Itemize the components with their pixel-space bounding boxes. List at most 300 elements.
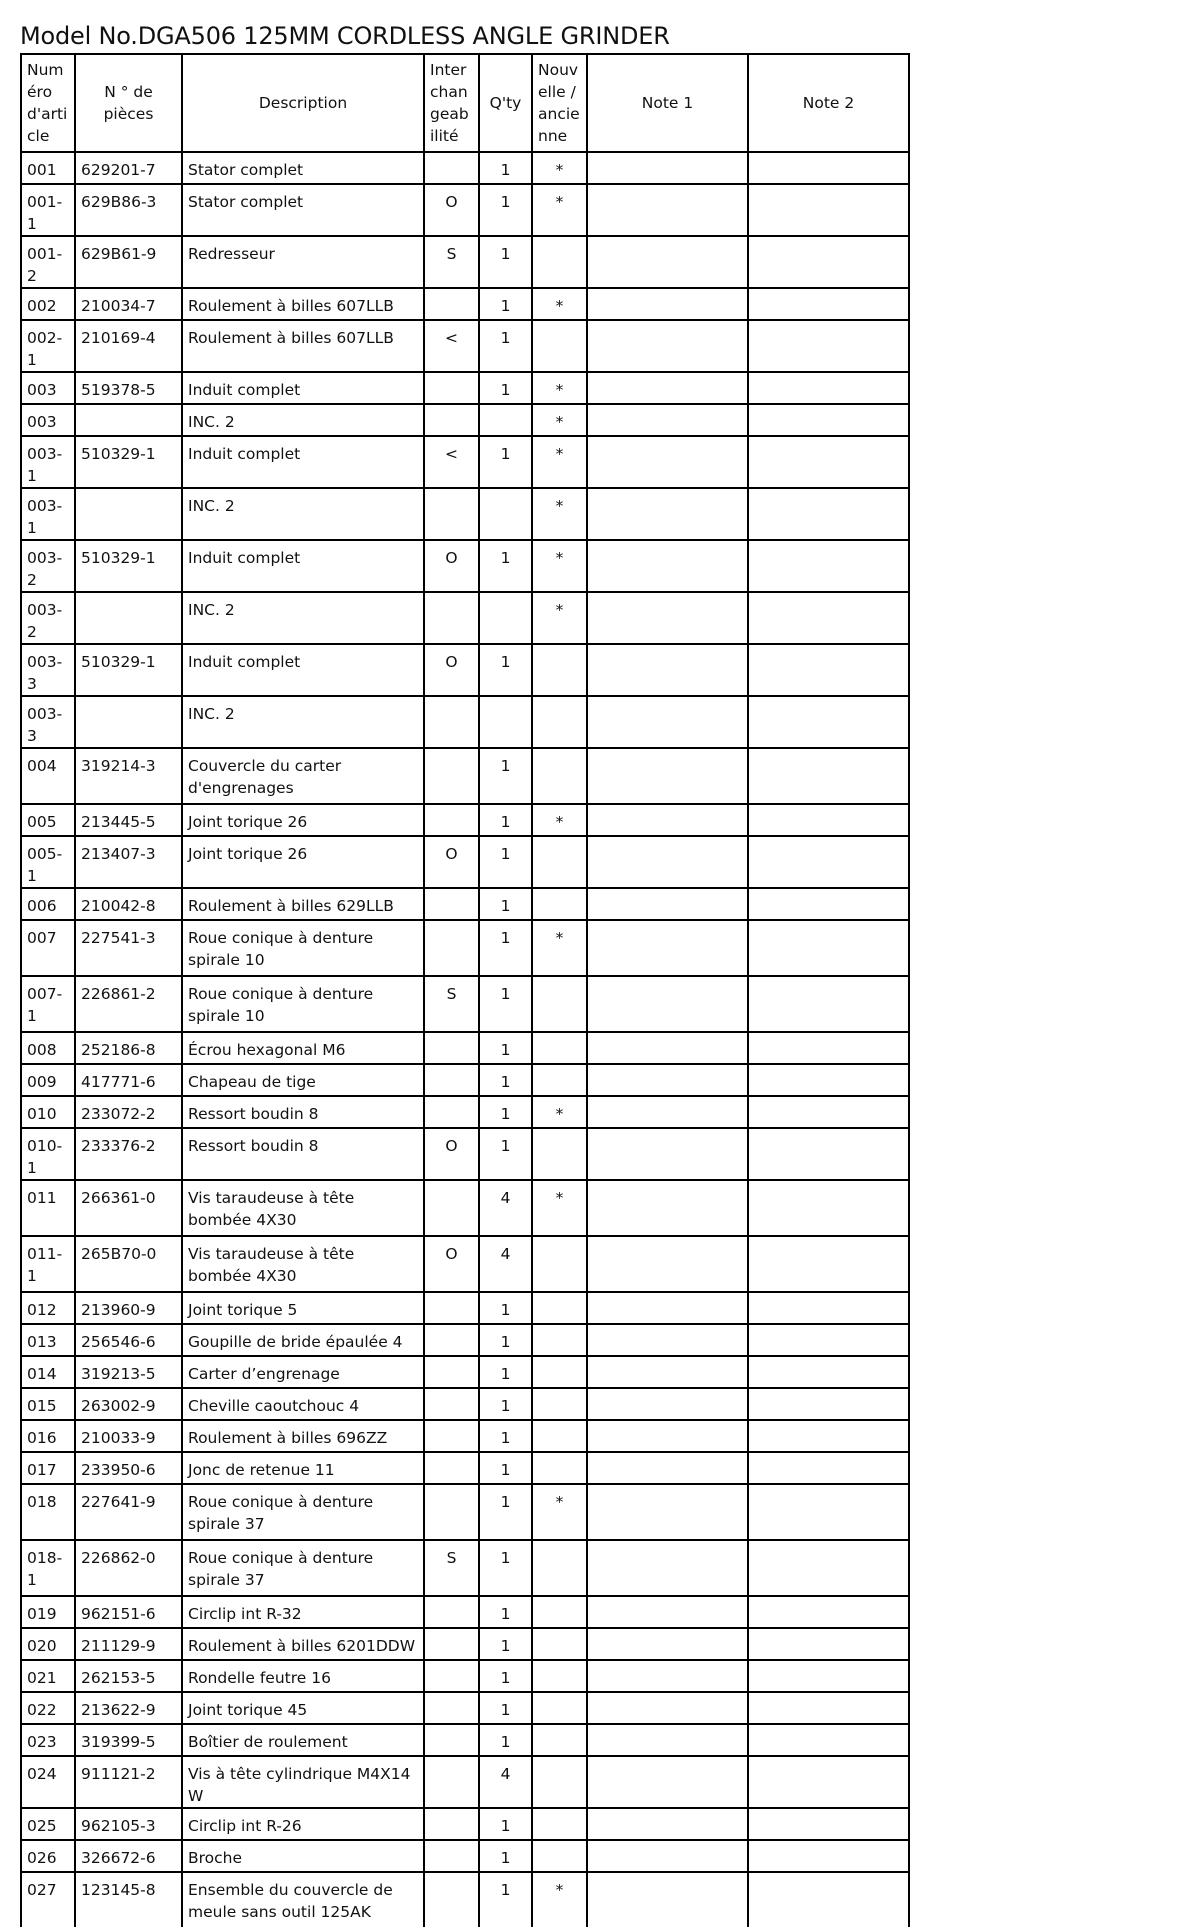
part-number-cell: 962151-6 xyxy=(75,1596,182,1628)
new-old-mark-cell xyxy=(532,1724,587,1756)
item-number-cell: 022 xyxy=(21,1692,75,1724)
note-2-cell xyxy=(748,1420,909,1452)
item-number-cell: 019 xyxy=(21,1596,75,1628)
table-row xyxy=(21,1484,909,1540)
column-header-qty: Q'ty xyxy=(479,54,532,152)
note-1-cell xyxy=(587,1292,748,1324)
quantity-cell: 1 xyxy=(479,1452,532,1484)
part-number-cell: 213960-9 xyxy=(75,1292,182,1324)
note-1-cell xyxy=(587,1324,748,1356)
item-number-cell: 003-2 xyxy=(21,592,75,644)
column-header-item-no: Numéro d'article xyxy=(21,54,75,152)
table-row xyxy=(21,920,909,976)
note-1-cell xyxy=(587,836,748,888)
table-row xyxy=(21,804,909,836)
description-cell: Induit complet xyxy=(182,644,424,696)
table-row xyxy=(21,1756,909,1808)
description-cell: Rondelle feutre 16 xyxy=(182,1660,424,1692)
description-cell: INC. 2 xyxy=(182,696,424,748)
note-2-cell xyxy=(748,920,909,976)
new-old-mark-cell xyxy=(532,1540,587,1596)
new-old-mark-cell xyxy=(532,1292,587,1324)
note-1-cell xyxy=(587,1452,748,1484)
note-1-cell xyxy=(587,152,748,184)
quantity-cell: 1 xyxy=(479,1128,532,1180)
column-header-interchangeability: Interchangeabilité xyxy=(424,54,479,152)
column-header-new-old: Nouvelle / ancienne xyxy=(532,54,587,152)
quantity-cell: 1 xyxy=(479,184,532,236)
table-row xyxy=(21,1808,909,1840)
new-old-mark-cell: * xyxy=(532,488,587,540)
note-1-cell xyxy=(587,1388,748,1420)
new-old-mark-cell: * xyxy=(532,540,587,592)
part-number-cell: 266361-0 xyxy=(75,1180,182,1236)
note-1-cell xyxy=(587,748,748,804)
table-row xyxy=(21,1032,909,1064)
new-old-mark-cell xyxy=(532,236,587,288)
interchangeability-cell xyxy=(424,1356,479,1388)
part-number-cell: 263002-9 xyxy=(75,1388,182,1420)
table-row xyxy=(21,1628,909,1660)
quantity-cell: 1 xyxy=(479,1540,532,1596)
note-1-cell xyxy=(587,436,748,488)
description-cell: Roulement à billes 696ZZ xyxy=(182,1420,424,1452)
quantity-cell: 1 xyxy=(479,540,532,592)
part-number-cell xyxy=(75,488,182,540)
parts-table xyxy=(20,53,910,1927)
quantity-cell: 1 xyxy=(479,1388,532,1420)
new-old-mark-cell: * xyxy=(532,288,587,320)
item-number-cell: 012 xyxy=(21,1292,75,1324)
table-row xyxy=(21,696,909,748)
page-title: Model No.DGA506 125MM CORDLESS ANGLE GRINDER xyxy=(20,22,670,50)
table-row xyxy=(21,1096,909,1128)
note-2-cell xyxy=(748,1628,909,1660)
interchangeability-cell xyxy=(424,1872,479,1927)
note-2-cell xyxy=(748,1096,909,1128)
description-cell: Ensemble du couvercle de meule sans outil 125AK xyxy=(182,1872,424,1927)
item-number-cell: 016 xyxy=(21,1420,75,1452)
part-number-cell: 123145-8 xyxy=(75,1872,182,1927)
note-1-cell xyxy=(587,372,748,404)
note-1-cell xyxy=(587,288,748,320)
part-number-cell: 210033-9 xyxy=(75,1420,182,1452)
note-2-cell xyxy=(748,1724,909,1756)
interchangeability-cell xyxy=(424,152,479,184)
new-old-mark-cell: * xyxy=(532,804,587,836)
new-old-mark-cell xyxy=(532,1032,587,1064)
interchangeability-cell xyxy=(424,1292,479,1324)
quantity-cell: 4 xyxy=(479,1236,532,1292)
item-number-cell: 023 xyxy=(21,1724,75,1756)
quantity-cell: 1 xyxy=(479,1692,532,1724)
note-1-cell xyxy=(587,976,748,1032)
quantity-cell xyxy=(479,488,532,540)
table-row xyxy=(21,976,909,1032)
item-number-cell: 013 xyxy=(21,1324,75,1356)
new-old-mark-cell xyxy=(532,1596,587,1628)
item-number-cell: 008 xyxy=(21,1032,75,1064)
part-number-cell: 226861-2 xyxy=(75,976,182,1032)
new-old-mark-cell: * xyxy=(532,1180,587,1236)
note-1-cell xyxy=(587,184,748,236)
note-1-cell xyxy=(587,1660,748,1692)
note-1-cell xyxy=(587,888,748,920)
new-old-mark-cell: * xyxy=(532,1872,587,1927)
note-2-cell xyxy=(748,804,909,836)
description-cell: Couvercle du carter d'engrenages xyxy=(182,748,424,804)
interchangeability-cell xyxy=(424,1756,479,1808)
quantity-cell: 1 xyxy=(479,804,532,836)
interchangeability-cell xyxy=(424,1628,479,1660)
new-old-mark-cell: * xyxy=(532,1484,587,1540)
quantity-cell: 1 xyxy=(479,1356,532,1388)
item-number-cell: 003 xyxy=(21,372,75,404)
column-header-note-2: Note 2 xyxy=(748,54,909,152)
table-row xyxy=(21,184,909,236)
interchangeability-cell xyxy=(424,1660,479,1692)
quantity-cell: 1 xyxy=(479,748,532,804)
table-row xyxy=(21,1324,909,1356)
interchangeability-cell: O xyxy=(424,1128,479,1180)
note-1-cell xyxy=(587,1540,748,1596)
part-number-cell: 962105-3 xyxy=(75,1808,182,1840)
item-number-cell: 003-2 xyxy=(21,540,75,592)
quantity-cell: 1 xyxy=(479,372,532,404)
part-number-cell: 326672-6 xyxy=(75,1840,182,1872)
parts-table-body xyxy=(21,152,909,1927)
note-2-cell xyxy=(748,1388,909,1420)
interchangeability-cell: < xyxy=(424,320,479,372)
note-2-cell xyxy=(748,1596,909,1628)
quantity-cell: 4 xyxy=(479,1756,532,1808)
description-cell: Roue conique à denture spirale 37 xyxy=(182,1484,424,1540)
item-number-cell: 025 xyxy=(21,1808,75,1840)
part-number-cell xyxy=(75,404,182,436)
note-2-cell xyxy=(748,540,909,592)
interchangeability-cell xyxy=(424,404,479,436)
table-row xyxy=(21,888,909,920)
note-2-cell xyxy=(748,372,909,404)
interchangeability-cell xyxy=(424,696,479,748)
quantity-cell: 1 xyxy=(479,236,532,288)
new-old-mark-cell xyxy=(532,976,587,1032)
note-2-cell xyxy=(748,404,909,436)
note-2-cell xyxy=(748,696,909,748)
note-2-cell xyxy=(748,1452,909,1484)
new-old-mark-cell xyxy=(532,1356,587,1388)
quantity-cell: 1 xyxy=(479,1660,532,1692)
note-2-cell xyxy=(748,1484,909,1540)
item-number-cell: 003-3 xyxy=(21,696,75,748)
item-number-cell: 001-1 xyxy=(21,184,75,236)
quantity-cell: 1 xyxy=(479,1096,532,1128)
new-old-mark-cell: * xyxy=(532,152,587,184)
item-number-cell: 005 xyxy=(21,804,75,836)
interchangeability-cell xyxy=(424,592,479,644)
table-row xyxy=(21,1180,909,1236)
new-old-mark-cell xyxy=(532,1756,587,1808)
table-row xyxy=(21,436,909,488)
interchangeability-cell xyxy=(424,372,479,404)
new-old-mark-cell xyxy=(532,1324,587,1356)
description-cell: Roue conique à denture spirale 37 xyxy=(182,1540,424,1596)
interchangeability-cell: O xyxy=(424,184,479,236)
description-cell: Joint torique 5 xyxy=(182,1292,424,1324)
note-2-cell xyxy=(748,748,909,804)
description-cell: Carter d’engrenage xyxy=(182,1356,424,1388)
part-number-cell: 226862-0 xyxy=(75,1540,182,1596)
note-2-cell xyxy=(748,1180,909,1236)
note-2-cell xyxy=(748,1660,909,1692)
description-cell: Circlip int R-26 xyxy=(182,1808,424,1840)
note-2-cell xyxy=(748,836,909,888)
interchangeability-cell xyxy=(424,1032,479,1064)
interchangeability-cell xyxy=(424,1596,479,1628)
description-cell: Ressort boudin 8 xyxy=(182,1128,424,1180)
note-1-cell xyxy=(587,1420,748,1452)
note-1-cell xyxy=(587,320,748,372)
new-old-mark-cell xyxy=(532,1420,587,1452)
note-1-cell xyxy=(587,920,748,976)
interchangeability-cell xyxy=(424,748,479,804)
note-1-cell xyxy=(587,1484,748,1540)
description-cell: Ressort boudin 8 xyxy=(182,1096,424,1128)
note-2-cell xyxy=(748,152,909,184)
part-number-cell: 911121-2 xyxy=(75,1756,182,1808)
note-2-cell xyxy=(748,1756,909,1808)
description-cell: Jonc de retenue 11 xyxy=(182,1452,424,1484)
description-cell: Vis taraudeuse à tête bombée 4X30 xyxy=(182,1180,424,1236)
quantity-cell: 1 xyxy=(479,1064,532,1096)
description-cell: Induit complet xyxy=(182,372,424,404)
description-cell: Circlip int R-32 xyxy=(182,1596,424,1628)
note-2-cell xyxy=(748,320,909,372)
part-number-cell: 227541-3 xyxy=(75,920,182,976)
part-number-cell: 629201-7 xyxy=(75,152,182,184)
table-row xyxy=(21,1692,909,1724)
note-1-cell xyxy=(587,1032,748,1064)
note-2-cell xyxy=(748,288,909,320)
note-1-cell xyxy=(587,1356,748,1388)
part-number-cell: 210042-8 xyxy=(75,888,182,920)
new-old-mark-cell xyxy=(532,836,587,888)
part-number-cell: 233376-2 xyxy=(75,1128,182,1180)
table-row xyxy=(21,540,909,592)
part-number-cell: 227641-9 xyxy=(75,1484,182,1540)
note-2-cell xyxy=(748,1872,909,1927)
part-number-cell: 319213-5 xyxy=(75,1356,182,1388)
note-1-cell xyxy=(587,236,748,288)
note-1-cell xyxy=(587,1628,748,1660)
table-row xyxy=(21,1128,909,1180)
new-old-mark-cell xyxy=(532,748,587,804)
note-2-cell xyxy=(748,1236,909,1292)
interchangeability-cell xyxy=(424,1452,479,1484)
note-2-cell xyxy=(748,1692,909,1724)
table-row xyxy=(21,1724,909,1756)
quantity-cell: 1 xyxy=(479,1808,532,1840)
note-1-cell xyxy=(587,404,748,436)
table-row xyxy=(21,1596,909,1628)
new-old-mark-cell: * xyxy=(532,404,587,436)
item-number-cell: 024 xyxy=(21,1756,75,1808)
note-2-cell xyxy=(748,1540,909,1596)
note-2-cell xyxy=(748,1356,909,1388)
item-number-cell: 003-3 xyxy=(21,644,75,696)
description-cell: Roulement à billes 6201DDW xyxy=(182,1628,424,1660)
column-header-note-1: Note 1 xyxy=(587,54,748,152)
new-old-mark-cell xyxy=(532,1128,587,1180)
table-row xyxy=(21,1064,909,1096)
description-cell: Joint torique 45 xyxy=(182,1692,424,1724)
interchangeability-cell: S xyxy=(424,1540,479,1596)
description-cell: INC. 2 xyxy=(182,488,424,540)
interchangeability-cell xyxy=(424,888,479,920)
description-cell: Chapeau de tige xyxy=(182,1064,424,1096)
interchangeability-cell: O xyxy=(424,1236,479,1292)
table-row xyxy=(21,404,909,436)
table-row xyxy=(21,152,909,184)
description-cell: Vis à tête cylindrique M4X14 W xyxy=(182,1756,424,1808)
item-number-cell: 015 xyxy=(21,1388,75,1420)
interchangeability-cell xyxy=(424,1388,479,1420)
part-number-cell: 519378-5 xyxy=(75,372,182,404)
new-old-mark-cell: * xyxy=(532,184,587,236)
column-header-part-no: N ° de pièces xyxy=(75,54,182,152)
new-old-mark-cell xyxy=(532,1660,587,1692)
new-old-mark-cell xyxy=(532,1840,587,1872)
description-cell: INC. 2 xyxy=(182,404,424,436)
note-2-cell xyxy=(748,1808,909,1840)
item-number-cell: 027 xyxy=(21,1872,75,1927)
item-number-cell: 007 xyxy=(21,920,75,976)
table-row xyxy=(21,1356,909,1388)
item-number-cell: 011 xyxy=(21,1180,75,1236)
note-1-cell xyxy=(587,644,748,696)
interchangeability-cell: S xyxy=(424,236,479,288)
quantity-cell: 1 xyxy=(479,1292,532,1324)
description-cell: Roulement à billes 607LLB xyxy=(182,288,424,320)
note-1-cell xyxy=(587,1808,748,1840)
note-1-cell xyxy=(587,540,748,592)
interchangeability-cell: O xyxy=(424,644,479,696)
quantity-cell xyxy=(479,404,532,436)
table-row xyxy=(21,1420,909,1452)
interchangeability-cell: O xyxy=(424,836,479,888)
item-number-cell: 014 xyxy=(21,1356,75,1388)
table-row xyxy=(21,644,909,696)
interchangeability-cell xyxy=(424,1808,479,1840)
new-old-mark-cell xyxy=(532,1236,587,1292)
new-old-mark-cell xyxy=(532,888,587,920)
new-old-mark-cell xyxy=(532,1064,587,1096)
description-cell: Roue conique à denture spirale 10 xyxy=(182,976,424,1032)
interchangeability-cell xyxy=(424,1692,479,1724)
interchangeability-cell: O xyxy=(424,540,479,592)
interchangeability-cell xyxy=(424,1724,479,1756)
table-row xyxy=(21,1872,909,1927)
part-number-cell: 510329-1 xyxy=(75,436,182,488)
item-number-cell: 003 xyxy=(21,404,75,436)
interchangeability-cell xyxy=(424,488,479,540)
item-number-cell: 002-1 xyxy=(21,320,75,372)
part-number-cell: 319214-3 xyxy=(75,748,182,804)
description-cell: Induit complet xyxy=(182,436,424,488)
note-2-cell xyxy=(748,236,909,288)
item-number-cell: 026 xyxy=(21,1840,75,1872)
note-1-cell xyxy=(587,1692,748,1724)
item-number-cell: 020 xyxy=(21,1628,75,1660)
description-cell: Stator complet xyxy=(182,152,424,184)
item-number-cell: 010-1 xyxy=(21,1128,75,1180)
note-1-cell xyxy=(587,1128,748,1180)
table-row xyxy=(21,488,909,540)
new-old-mark-cell xyxy=(532,696,587,748)
new-old-mark-cell xyxy=(532,1388,587,1420)
note-1-cell xyxy=(587,696,748,748)
description-cell: Broche xyxy=(182,1840,424,1872)
column-header-description: Description xyxy=(182,54,424,152)
interchangeability-cell xyxy=(424,1840,479,1872)
item-number-cell: 006 xyxy=(21,888,75,920)
quantity-cell: 1 xyxy=(479,888,532,920)
note-1-cell xyxy=(587,1724,748,1756)
interchangeability-cell: < xyxy=(424,436,479,488)
description-cell: Roulement à billes 629LLB xyxy=(182,888,424,920)
interchangeability-cell xyxy=(424,1064,479,1096)
table-row xyxy=(21,320,909,372)
part-number-cell: 210034-7 xyxy=(75,288,182,320)
table-row xyxy=(21,1452,909,1484)
item-number-cell: 007-1 xyxy=(21,976,75,1032)
quantity-cell: 1 xyxy=(479,920,532,976)
note-2-cell xyxy=(748,436,909,488)
table-row xyxy=(21,592,909,644)
item-number-cell: 004 xyxy=(21,748,75,804)
table-row xyxy=(21,1236,909,1292)
quantity-cell: 1 xyxy=(479,1628,532,1660)
note-1-cell xyxy=(587,1236,748,1292)
quantity-cell: 1 xyxy=(479,976,532,1032)
description-cell: Stator complet xyxy=(182,184,424,236)
description-cell: Redresseur xyxy=(182,236,424,288)
part-number-cell: 211129-9 xyxy=(75,1628,182,1660)
new-old-mark-cell xyxy=(532,1808,587,1840)
description-cell: Joint torique 26 xyxy=(182,804,424,836)
new-old-mark-cell: * xyxy=(532,372,587,404)
part-number-cell: 213445-5 xyxy=(75,804,182,836)
table-row xyxy=(21,372,909,404)
note-1-cell xyxy=(587,1756,748,1808)
interchangeability-cell xyxy=(424,1096,479,1128)
note-1-cell xyxy=(587,488,748,540)
note-2-cell xyxy=(748,1292,909,1324)
note-1-cell xyxy=(587,1840,748,1872)
table-row xyxy=(21,1388,909,1420)
item-number-cell: 010 xyxy=(21,1096,75,1128)
part-number-cell: 210169-4 xyxy=(75,320,182,372)
description-cell: Vis taraudeuse à tête bombée 4X30 xyxy=(182,1236,424,1292)
part-number-cell: 510329-1 xyxy=(75,540,182,592)
part-number-cell: 510329-1 xyxy=(75,644,182,696)
new-old-mark-cell xyxy=(532,1628,587,1660)
note-2-cell xyxy=(748,1032,909,1064)
item-number-cell: 003-1 xyxy=(21,436,75,488)
new-old-mark-cell: * xyxy=(532,920,587,976)
item-number-cell: 018-1 xyxy=(21,1540,75,1596)
description-cell: Joint torique 26 xyxy=(182,836,424,888)
